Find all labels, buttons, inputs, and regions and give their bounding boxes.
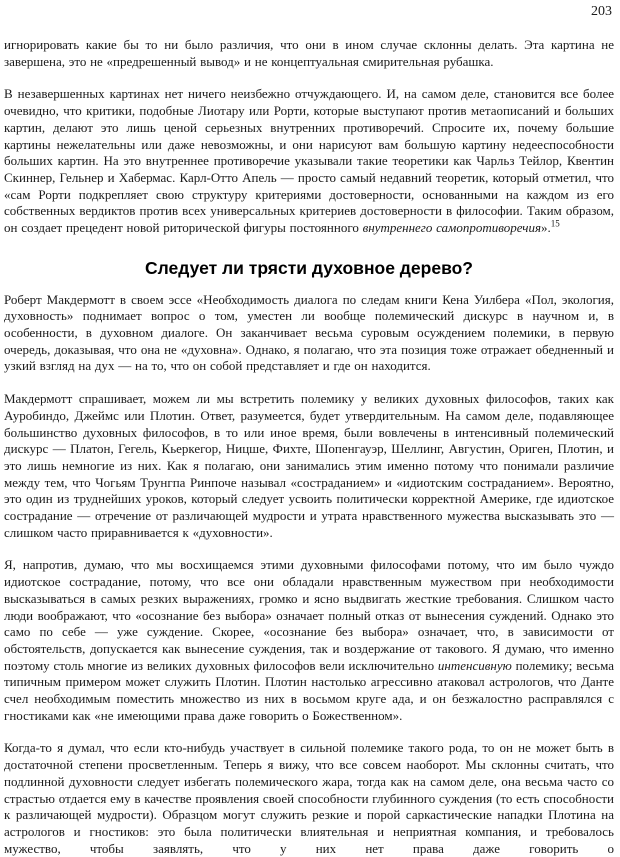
paragraph-text: Роберт Макдермотт в своем эссе «Необходимость диалога по следам книги Кена Уилбера «Пол, экология, духовность» поднимает вопрос о том, уместен ли вообще полемический дискурс в научном и, в особенности, в духовном диалоге. Он заканчивает весьма суровым осуждением полемики, в первую очередь, доказывая, что она не «духовна». Однако, я полагаю, что эта позиция тоже отражает обедненный и узкий взгляд на дух — на то, что он собой представляет и где он находится. xyxy=(4,291,614,374)
paragraph-text: ». xyxy=(541,220,551,236)
section-heading: Следует ли трясти духовное дерево? xyxy=(145,257,473,278)
paragraph-text: Когда-то я думал, что если кто-нибудь участвует в сильной полемике такого рода, то он не может быть в достаточной степени просветленным. Теперь я вижу, что все совсем наоборот. Мы склонны считать, что подлинной духовности следует избегать полемического жара, тогда как на самом деле, она весьма часто со страстью отдается ему в качестве проявления своей способности глубинного суждения (то есть способности к различающей мудрости). Образцом могут служить резкие и порой саркастические нападки Плотина на астрологов и гностиков: это была политически влиятельная и неприятная компания, и требовалось мужество, чтобы заявлять, что у них нет права даже говорить о xyxy=(4,740,614,856)
italic-phrase: интенсивную xyxy=(437,657,512,673)
paragraph xyxy=(4,37,614,70)
paragraph-text: Макдермотт спрашивает, можем ли мы встретить полемику у великих духовных философов, таких как Ауробиндо, Джеймс или Плотин. Ответ, разумеется, будет утвердительным. На самом деле, подавляющее большинство духовных философов, в то или иное время, были вовлечены в интенсивный полемический дискурс — Платон, Гегель, Кьеркегор, Ницше, Фихте, Шопенгауэр, Шеллинг, Августин, Ориген, Плотин, и это лишь немногие из них. Как я полагаю, они занимались этим именно потому что понимали различие между тем, что Чогьям Трунгпа Ринпоче называл «состраданием» и «идиотским состраданием». Вероятно, это один из труднейших уроков, который следует усвоить политически корректной Америке, где идиотское сострадание — отречение от различающей мудрости и утрата нравственного мужества высказывать это — слишком часто приравнивается к «духовности». xyxy=(4,391,614,540)
paragraph-text: В незавершенных картинах нет ничего неизбежно отчуждающего. И, на самом деле, становится все более очевидно, что критики, подобные Лиотару или Рорти, которые выступают против метаописаний и больших картин, делают это лишь ценой серьезных внутренних противоречий. Спросите их, почему большие картины нежелательны или даже невозможны, и они нарисуют вам большую картину недееспособности больших картин. На это внутреннее противоречие указывали такие теоретики как Чарльз Тейлор, Квентин Скиннер, Гельнер и Хабермас. Карл-Отто Апель — просто самый недавний теоретик, который отметил, что «сам Рорти подкрепляет свою структуру критериями достоверности, основанными на каждом из его собственных вердиктов против всех универсальных критериев достоверности в философии. Таким образом, он создает прецедент новой риторической фигуры постоянного xyxy=(4,86,614,236)
italic-phrase: внутреннего самопротиворечия xyxy=(362,220,542,236)
paragraph-text: Я, напротив, думаю, что мы восхищаемся этими духовными философами потому, что им было чуждо идиотское сострадание, потому, что все они обладали нравственным мужеством при необходимости высказываться в самых резких выражениях, громко и ясно выдвигать жесткие требования. Слишком часто люди воображают, что «осознание без выбора» означает полный отказ от вынесения суждений. Однако это само по себе — уже суждение. Скорее, «осознание без выбора» означает, что, в зависимости от обстоятельств, допускается как вынесение суждения, так и воздержание от такового. Я думаю, что именно поэтому столь многие из великих духовных философов вели исключительно xyxy=(4,557,614,673)
paragraph-text: игнорировать какие бы то ни было различия, что они в ином случае склонны делать. Эта картина не завершена, это не «предрешенный вывод» и не концептуальная смирительная рубашка. xyxy=(4,37,614,69)
footnote-reference: 15 xyxy=(550,218,560,229)
paragraph xyxy=(4,391,614,541)
page-number: 203 xyxy=(591,4,612,19)
paragraph-text: полемику; весьма типичным примером может служить Плотин. Плотин настолько агрессивно атаковал астрологов, что Данте счел необходимым поместить множество из них в восьмом круге ада, и он безжалостно расправлялся с гностиками как «не имеющими права даже говорить о Божественном». xyxy=(4,657,614,723)
paragraph xyxy=(4,740,614,857)
paragraph xyxy=(4,292,614,376)
paragraph xyxy=(4,86,614,236)
paragraph xyxy=(4,557,614,724)
